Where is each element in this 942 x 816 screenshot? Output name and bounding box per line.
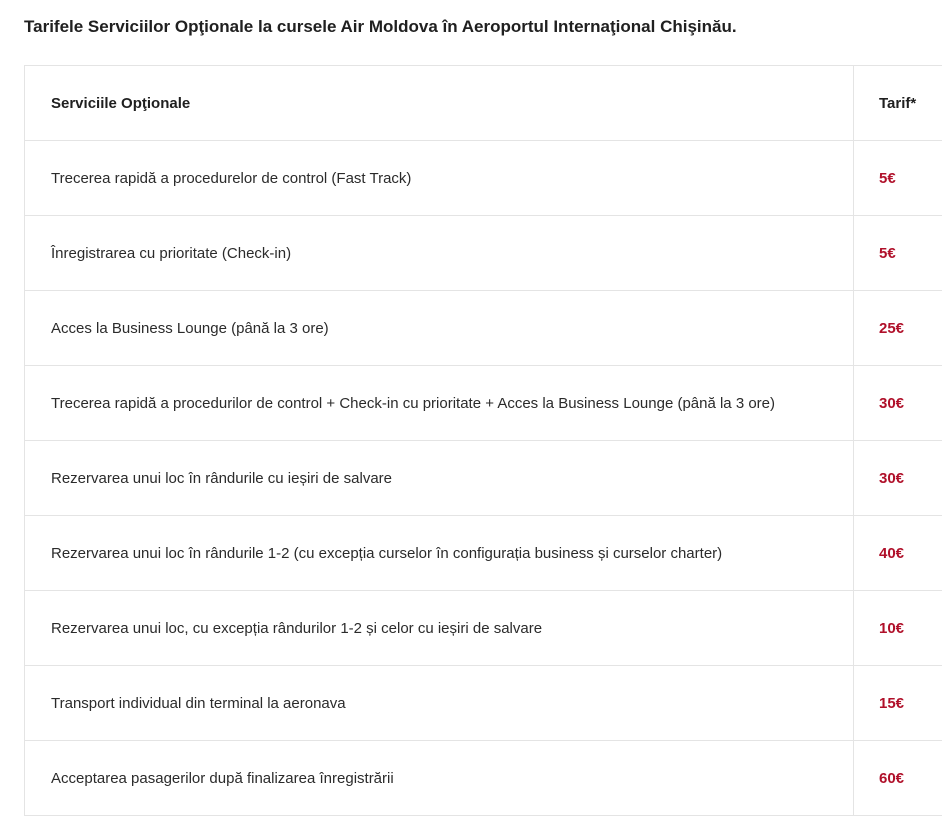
table-header-row <box>25 66 942 141</box>
table-row <box>25 591 942 666</box>
table-row <box>25 216 942 291</box>
column-header-tarif: Tarif* <box>854 66 942 141</box>
service-price: 5€ <box>854 216 942 291</box>
table-row <box>25 441 942 516</box>
tariff-table <box>24 65 942 816</box>
table-row <box>25 366 942 441</box>
service-name: Trecerea rapidă a procedurilor de control + Check-in cu prioritate + Acces la Business Lounge (până la 3 ore) <box>25 366 854 441</box>
service-name: Rezervarea unui loc, cu excepția rândurilor 1-2 și celor cu ieșiri de salvare <box>25 591 854 666</box>
service-name: Rezervarea unui loc în rândurile 1-2 (cu excepția curselor în configurația business și curselor charter) <box>25 516 854 591</box>
service-price: 60€ <box>854 741 942 816</box>
service-price: 30€ <box>854 366 942 441</box>
table-row <box>25 516 942 591</box>
table-row <box>25 666 942 741</box>
service-price: 40€ <box>854 516 942 591</box>
service-price: 25€ <box>854 291 942 366</box>
service-name: Înregistrarea cu prioritate (Check-in) <box>25 216 854 291</box>
service-name: Transport individual din terminal la aeronava <box>25 666 854 741</box>
service-price: 30€ <box>854 441 942 516</box>
service-name: Acces la Business Lounge (până la 3 ore) <box>25 291 854 366</box>
service-price: 5€ <box>854 141 942 216</box>
service-name: Rezervarea unui loc în rândurile cu ieșiri de salvare <box>25 441 854 516</box>
table-row <box>25 291 942 366</box>
table-row <box>25 741 942 816</box>
table-row <box>25 141 942 216</box>
service-name: Acceptarea pasagerilor după finalizarea înregistrării <box>25 741 854 816</box>
service-price: 10€ <box>854 591 942 666</box>
service-price: 15€ <box>854 666 942 741</box>
page-title: Tarifele Serviciilor Opţionale la cursele Air Moldova în Aeroportul Internaţional Chişinău. <box>24 16 737 38</box>
column-header-service: Serviciile Opţionale <box>25 66 854 141</box>
service-name: Trecerea rapidă a procedurelor de control (Fast Track) <box>25 141 854 216</box>
